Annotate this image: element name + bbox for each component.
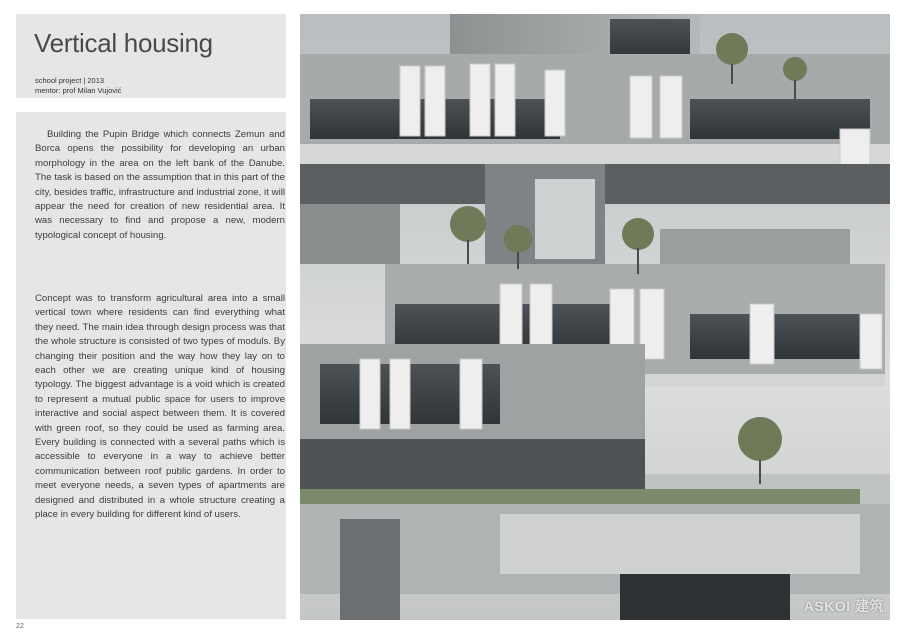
architectural-render-image (300, 14, 890, 620)
title-panel (16, 14, 286, 98)
render-illustration (300, 14, 890, 620)
description-panel (16, 112, 286, 619)
paragraph-intro: Building the Pupin Bridge which connects Zemun and Borca opens the possibility for developing an urban morphology in the area on the left bank of the Danube. The task is based on the assumption that in this part of the city, besides traffic, infrastructure and industrial zone, it will appear the need for creation of new residential area. It was necessary to find and propose a new, modern typological concept of housing. (35, 129, 285, 241)
project-meta (35, 76, 121, 96)
watermark-logo: ASKOI 建筑 (803, 598, 884, 614)
mentor-line: mentor: prof Milan Vujović (35, 86, 122, 95)
project-line: school project | 2013 (35, 76, 105, 85)
page-number: 22 (16, 623, 24, 630)
page-title: Vertical housing (34, 28, 213, 58)
paragraph-concept: Concept was to transform agricultural area into a small vertical town where residents can find everything what they need. The main idea through design process was that the whole structure is consisted of two types of moduls. By changing their position and the way how they lay on to each other we are creating unique kind of housing typology. The biggest advantage is a void which is created to represent a mutual public space for users to improve interactive and social aspect between them. It is covered with green roof, so they could be used as farming area. Every building is connected with a several paths which is accessible to everyone in a way to achieve better communication between roof public gardens. In order to meet everyone needs, a seven types of apartments are designed and distributed in a whole structure creating a place in every building for different kind of users. (35, 293, 285, 521)
